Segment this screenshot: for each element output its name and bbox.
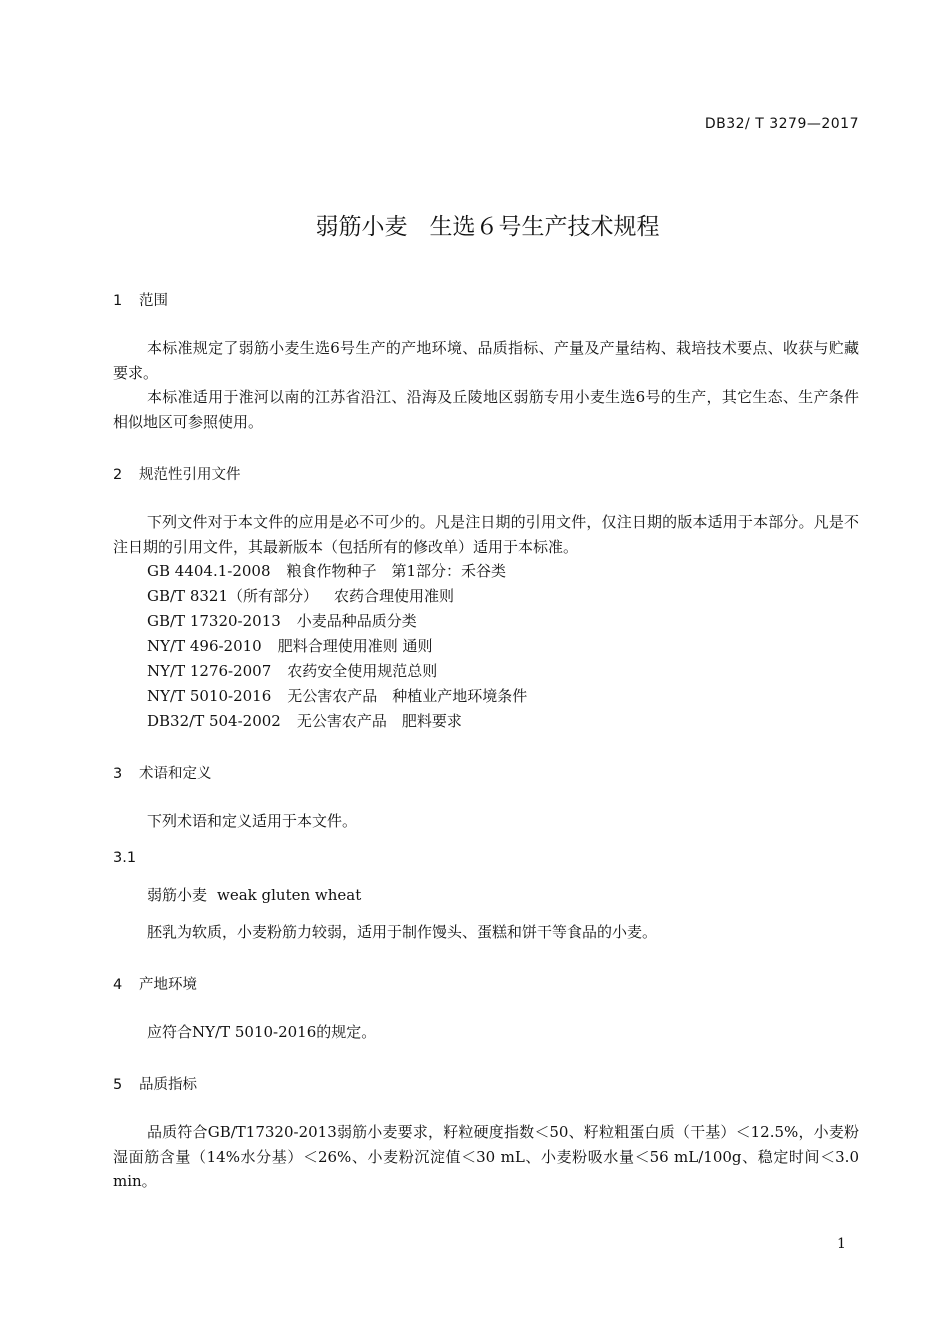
reference-item: [147, 660, 437, 681]
section-title: 规范性引用文件: [139, 467, 241, 483]
section-title: 品质指标: [139, 1077, 197, 1093]
section-number: 5: [113, 1077, 123, 1093]
reference-code: GB/T 8321（所有部分）: [147, 587, 319, 605]
section-4-heading: [113, 973, 197, 994]
document-code: DB32/ T 3279—2017: [704, 116, 859, 132]
section-1-heading: [113, 289, 168, 310]
reference-code: NY/T 496-2010: [147, 637, 262, 655]
section-1-paragraph-2: 本标准适用于淮河以南的江苏省沿江、沿海及丘陵地区弱筋专用小麦生选6号的生产，其它生态、生产条件相似地区可参照使用。: [113, 388, 859, 431]
reference-item: [147, 635, 433, 656]
section-3-intro: 下列术语和定义适用于本文件。: [147, 812, 358, 830]
section-number: 1: [113, 293, 123, 309]
reference-title: 农药合理使用准则: [334, 587, 455, 605]
reference-code: NY/T 1276-2007: [147, 662, 272, 680]
title-part-2: 生选６号生产技术规程: [429, 214, 660, 240]
subsection-number: 3.1: [113, 850, 137, 866]
reference-title: 无公害农产品 种植业产地环境条件: [287, 687, 528, 705]
reference-title: 小麦品种品质分类: [296, 612, 417, 630]
reference-item: [147, 610, 417, 631]
section-2-heading: [113, 463, 241, 484]
reference-code: GB 4404.1-2008: [147, 562, 271, 580]
term-chinese: 弱筋小麦: [147, 886, 208, 904]
reference-title: 农药安全使用规范总则: [287, 662, 438, 680]
section-5-paragraph: 品质符合GB/T17320-2013弱筋小麦要求，籽粒硬度指数＜50、籽粒粗蛋白质（干基）＜12.5%，小麦粉湿面筋含量（14%水分基）＜26%、小麦粉沉淀值＜30 mL、小麦粉吸水量＜56 mL/100g、稳定时间＜3.0 min。: [113, 1123, 859, 1190]
reference-code: DB32/T 504-2002: [147, 712, 281, 730]
section-title: 产地环境: [139, 977, 197, 993]
term-english: weak gluten wheat: [217, 886, 362, 904]
reference-item: [147, 560, 506, 581]
section-number: 3: [113, 766, 123, 782]
page-title: [0, 208, 950, 241]
section-5-heading: [113, 1073, 197, 1094]
term-entry: [147, 884, 361, 905]
reference-item: [147, 685, 527, 706]
term-definition: 胚乳为软质，小麦粉筋力较弱，适用于制作馒头、蛋糕和饼干等食品的小麦。: [147, 923, 658, 941]
section-number: 2: [113, 467, 123, 483]
section-1-paragraph-1: 本标准规定了弱筋小麦生选6号生产的产地环境、品质指标、产量及产量结构、栽培技术要点、收获与贮藏要求。: [113, 339, 859, 382]
section-3-heading: [113, 762, 212, 783]
section-4-paragraph: 应符合NY/T 5010-2016的规定。: [147, 1023, 377, 1041]
reference-title: 肥料合理使用准则 通则: [277, 637, 433, 655]
section-2-intro: 下列文件对于本文件的应用是必不可少的。凡是注日期的引用文件，仅注日期的版本适用于本部分。凡是不注日期的引用文件，其最新版本（包括所有的修改单）适用于本标准。: [113, 513, 859, 556]
reference-code: GB/T 17320-2013: [147, 612, 281, 630]
section-title: 范围: [139, 293, 168, 309]
reference-title: 无公害农产品 肥料要求: [296, 712, 462, 730]
title-part-1: 弱筋小麦: [315, 214, 408, 240]
reference-item: [147, 710, 462, 731]
reference-item: [147, 585, 454, 606]
reference-title: 粮食作物种子 第1部分：禾谷类: [286, 562, 507, 580]
reference-code: NY/T 5010-2016: [147, 687, 272, 705]
section-title: 术语和定义: [139, 766, 212, 782]
section-number: 4: [113, 977, 123, 993]
page-number: 1: [837, 1236, 846, 1252]
